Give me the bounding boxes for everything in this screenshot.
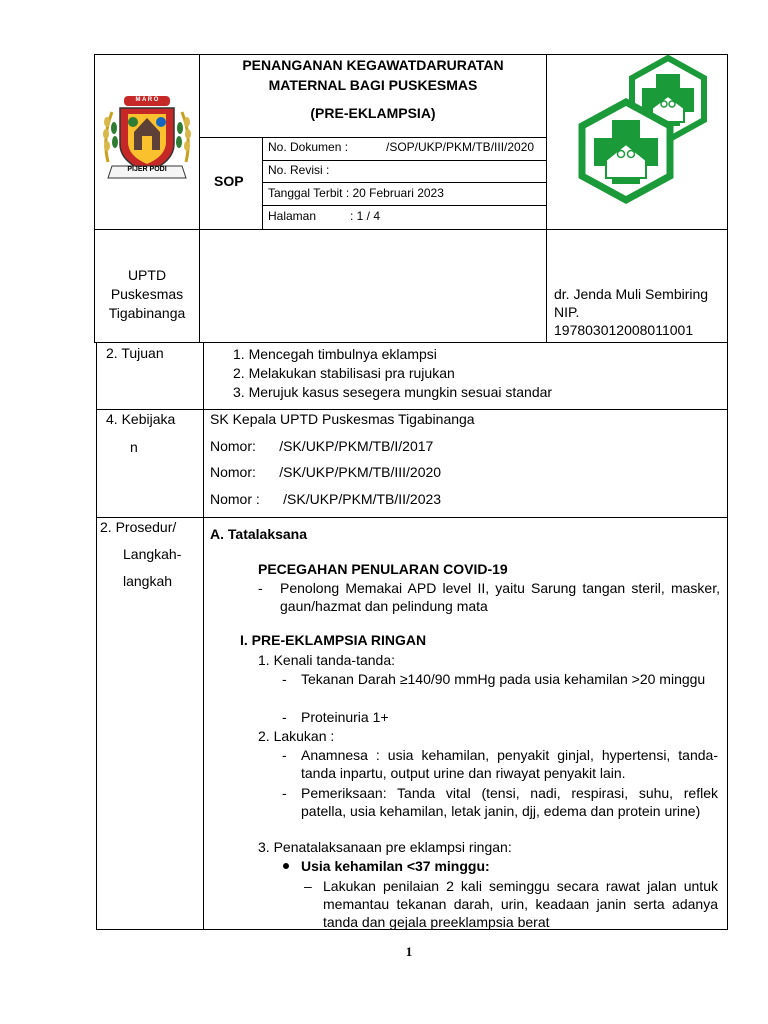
org-line-1: UPTD — [127, 267, 167, 283]
puskesmas-logo — [578, 54, 710, 204]
signer-nip: 197803012008011001 — [554, 322, 694, 338]
prosedur-label-2: Langkah- — [123, 546, 182, 562]
bullet-1a: Lakukan penilaian 2 kali seminggu secara rawat jalan untuk memantau tekanan darah, urin, keadaan janin serta adanya tanda dan gejala preeklampsia berat — [323, 878, 718, 930]
org-line-3: Tigabinanga — [108, 305, 186, 321]
tujuan-item-3: 3. Merujuk kasus sesegera mungkin sesuai standar — [233, 384, 553, 400]
step1a-dash: - — [282, 671, 287, 687]
page-number: 1 — [405, 944, 413, 959]
kebijakan-line-4: Nomor : /SK/UKP/PKM/TB/II/2023 — [210, 491, 442, 507]
tujuan-item-1: 1. Mencegah timbulnya eklampsi — [233, 346, 437, 362]
signer-nip-label: NIP. — [554, 304, 580, 320]
tujuan-label: 2. Tujuan — [106, 345, 164, 361]
step-2b: Pemeriksaan: Tanda vital (tensi, nadi, respirasi, suhu, reflek patella, usia kehamilan, letak janin, djj, edema dan protein urine) — [301, 785, 718, 819]
section-i-heading: I. PRE-EKLAMPSIA RINGAN — [240, 632, 427, 648]
page-label: Halaman — [268, 209, 317, 223]
document-title-line-2: MATERNAL BAGI PUSKESMAS — [268, 77, 478, 93]
kebijakan-line-2: Nomor: /SK/UKP/PKM/TB/I/2017 — [210, 438, 434, 454]
regency-emblem-logo — [98, 92, 196, 184]
kebijakan-line-3: Nomor: /SK/UKP/PKM/TB/III/2020 — [210, 464, 442, 480]
logo-banner-text: PIJER PODI — [127, 166, 167, 173]
covid-heading: PECEGAHAN PENULARAN COVID-19 — [258, 561, 508, 577]
doc-number-value: /SOP/UKP/PKM/TB/III/2020 — [386, 140, 535, 154]
document-title-line-3: (PRE-EKLAMPSIA) — [310, 105, 436, 121]
prosedur-label-3: langkah — [123, 573, 173, 589]
step2b-dash: - — [282, 785, 287, 801]
step1b-dash: - — [282, 709, 287, 725]
step2a-dash: - — [282, 747, 287, 763]
step-1b: Proteinuria 1+ — [301, 709, 389, 725]
tujuan-item-2: 2. Melakukan stabilisasi pra rujukan — [233, 365, 455, 381]
step-1a: Tekanan Darah ≥140/90 mmHg pada usia kehamilan >20 minggu — [301, 671, 706, 687]
issue-date: Tanggal Terbit : 20 Februari 2023 — [268, 186, 444, 200]
covid-item: Penolong Memakai APD level II, yaitu Sarung tangan steril, masker, gaun/hazmat dan pelindung mata — [280, 580, 720, 614]
bullet1a-dash: – — [304, 878, 312, 894]
bullet-1: Usia kehamilan <37 minggu: — [301, 858, 490, 874]
kebijakan-label-cont: n — [130, 439, 138, 455]
bullet-icon — [283, 863, 289, 869]
covid-dash: - — [258, 580, 263, 596]
step-2: 2. Lakukan : — [258, 728, 335, 744]
revision-label: No. Revisi : — [268, 163, 330, 177]
kebijakan-line-1: SK Kepala UPTD Puskesmas Tigabinanga — [210, 411, 475, 427]
kebijakan-label: 4. Kebijaka — [106, 411, 176, 427]
doc-number-label: No. Dokumen : — [268, 140, 349, 154]
logo-top-text: M A R O — [135, 97, 159, 103]
sop-label: SOP — [214, 173, 244, 189]
section-a-heading: A. Tatalaksana — [210, 526, 308, 542]
step-1: 1. Kenali tanda-tanda: — [258, 652, 395, 668]
signer-name: dr. Jenda Muli Sembiring — [554, 286, 709, 302]
step-3: 3. Penatalaksanaan pre eklampsi ringan: — [258, 839, 512, 855]
org-line-2: Puskesmas — [110, 286, 184, 302]
step-2a: Anamnesa : usia kehamilan, penyakit ginjal, hypertensi, tanda-tanda inpartu, output urine dan riwayat penyakit lain. — [301, 747, 718, 781]
prosedur-label: 2. Prosedur/ — [100, 519, 177, 535]
page-value: : 1 / 4 — [350, 209, 381, 223]
document-title-line-1: PENANGANAN KEGAWATDARURATAN — [242, 57, 504, 73]
